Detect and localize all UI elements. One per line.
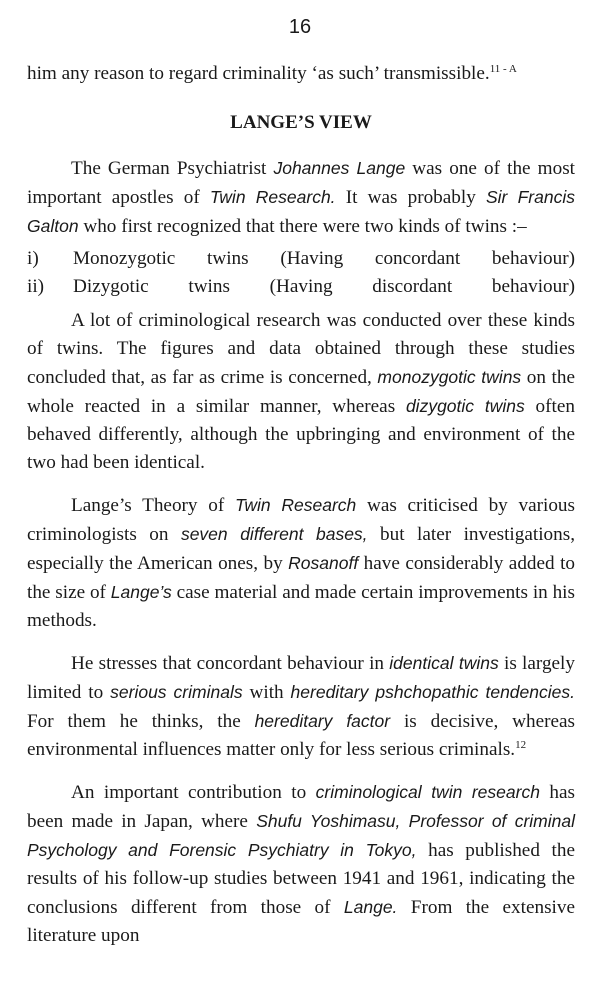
footnote-ref: 11 - A — [489, 63, 517, 75]
twin-types-list — [27, 245, 575, 301]
footnote-ref: 12 — [515, 739, 527, 751]
section-heading: LANGE’S VIEW — [230, 112, 372, 133]
paragraph-criticism: Lange’s Theory of Twin Research was criticised by various criminologists on seven different bases, but later investigations, especially the American ones, by Rosanoff have considerably added to the size of Lange’s case material and made certain improvements in his methods. — [27, 495, 575, 631]
paragraph-japan: An important contribution to criminological twin research has been made in Japan, where Shufu Yoshimasu, Professor of criminal Psychology and Forensic Psychiatry in Tokyo, has published the results of his follow-up studies between 1941 and 1961, indicating the conclusions different from those of Lange. From the extensive literature upon — [27, 782, 575, 946]
paragraph-research: A lot of criminological research was conducted over these kinds of twins. The figures and data obtained through these studies concluded that, as far as crime is concerned, monozygotic twins on the whole reacted in a similar manner, whereas dizygotic twins often behaved differently, although the upbringing and environment of the two had been identical. — [27, 310, 575, 473]
paragraph-continuation: him any reason to regard criminality ‘as such’ transmissible.$^{11 - A}$ — [27, 63, 517, 84]
list-item: i) Monozygotic twins (Having concordant behaviour) — [27, 248, 575, 269]
paragraph-concordance: He stresses that concordant behaviour in identical twins is largely limited to serious criminals with hereditary pshchopathic tendencies. For them he thinks, the hereditary factor is decisive, whereas environmental influences matter only for less serious criminals.$^{12}$ — [27, 653, 575, 760]
page-body — [27, 60, 575, 950]
paragraph-intro: The German Psychiatrist Johannes Lange was one of the most important apostles of Twin Research. It was probably Sir Francis Galton who first recognized that there were two kinds of twins :– — [27, 158, 575, 237]
list-item: ii) Dizygotic twins (Having discordant behaviour) — [27, 276, 575, 297]
page-number: 16 — [288, 16, 312, 38]
